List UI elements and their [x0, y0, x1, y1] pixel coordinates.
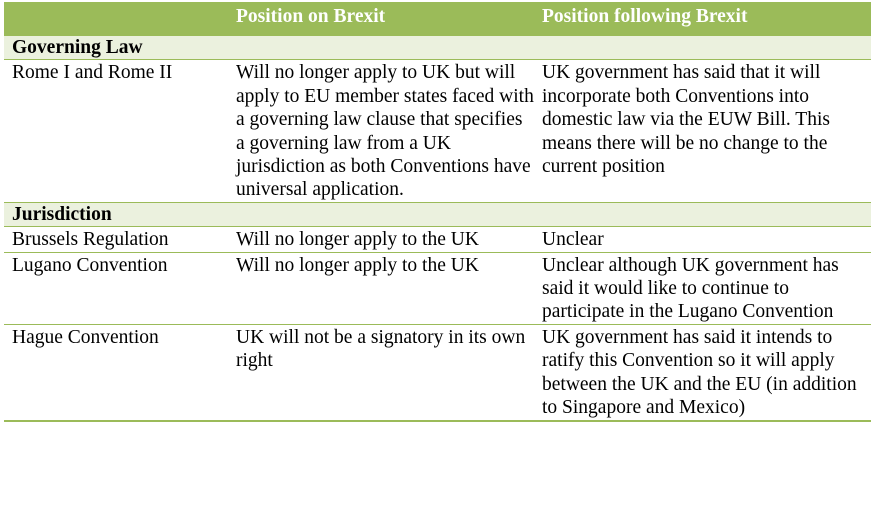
section-title: Governing Law	[4, 35, 871, 60]
row-following-brexit: UK government has said that it will incorporate both Conventions into domestic law via the EUW Bill. This means there will be no change to the current position	[534, 60, 871, 202]
header-item-column	[4, 2, 228, 35]
header-position-on-brexit: Position on Brexit	[228, 2, 534, 35]
row-on-brexit: Will no longer apply to UK but will apply to EU member states faced with a governing law clause that specifies a governing law from a UK jurisdiction as both Conventions have universal application.	[228, 60, 534, 202]
table-header-row	[4, 2, 871, 35]
section-row-governing-law	[4, 35, 871, 60]
header-position-following-brexit: Position following Brexit	[534, 2, 871, 35]
row-on-brexit: Will no longer apply to the UK	[228, 252, 534, 324]
row-on-brexit: UK will not be a signatory in its own right	[228, 324, 534, 420]
table-row	[4, 227, 871, 252]
row-following-brexit: Unclear although UK government has said it would like to continue to participate in the Lugano Convention	[534, 252, 871, 324]
row-item: Rome I and Rome II	[4, 60, 228, 202]
section-title: Jurisdiction	[4, 202, 871, 226]
section-row-jurisdiction	[4, 202, 871, 226]
row-item: Lugano Convention	[4, 252, 228, 324]
row-item: Brussels Regulation	[4, 227, 228, 252]
row-following-brexit: UK government has said it intends to ratify this Convention so it will apply between the UK and the EU (in addition to Singapore and Mexico)	[534, 324, 871, 420]
row-following-brexit: Unclear	[534, 227, 871, 252]
table-row	[4, 324, 871, 420]
brexit-comparison-table	[4, 2, 871, 422]
row-on-brexit: Will no longer apply to the UK	[228, 227, 534, 252]
table-row	[4, 252, 871, 324]
row-item: Hague Convention	[4, 324, 228, 420]
table-row	[4, 60, 871, 202]
